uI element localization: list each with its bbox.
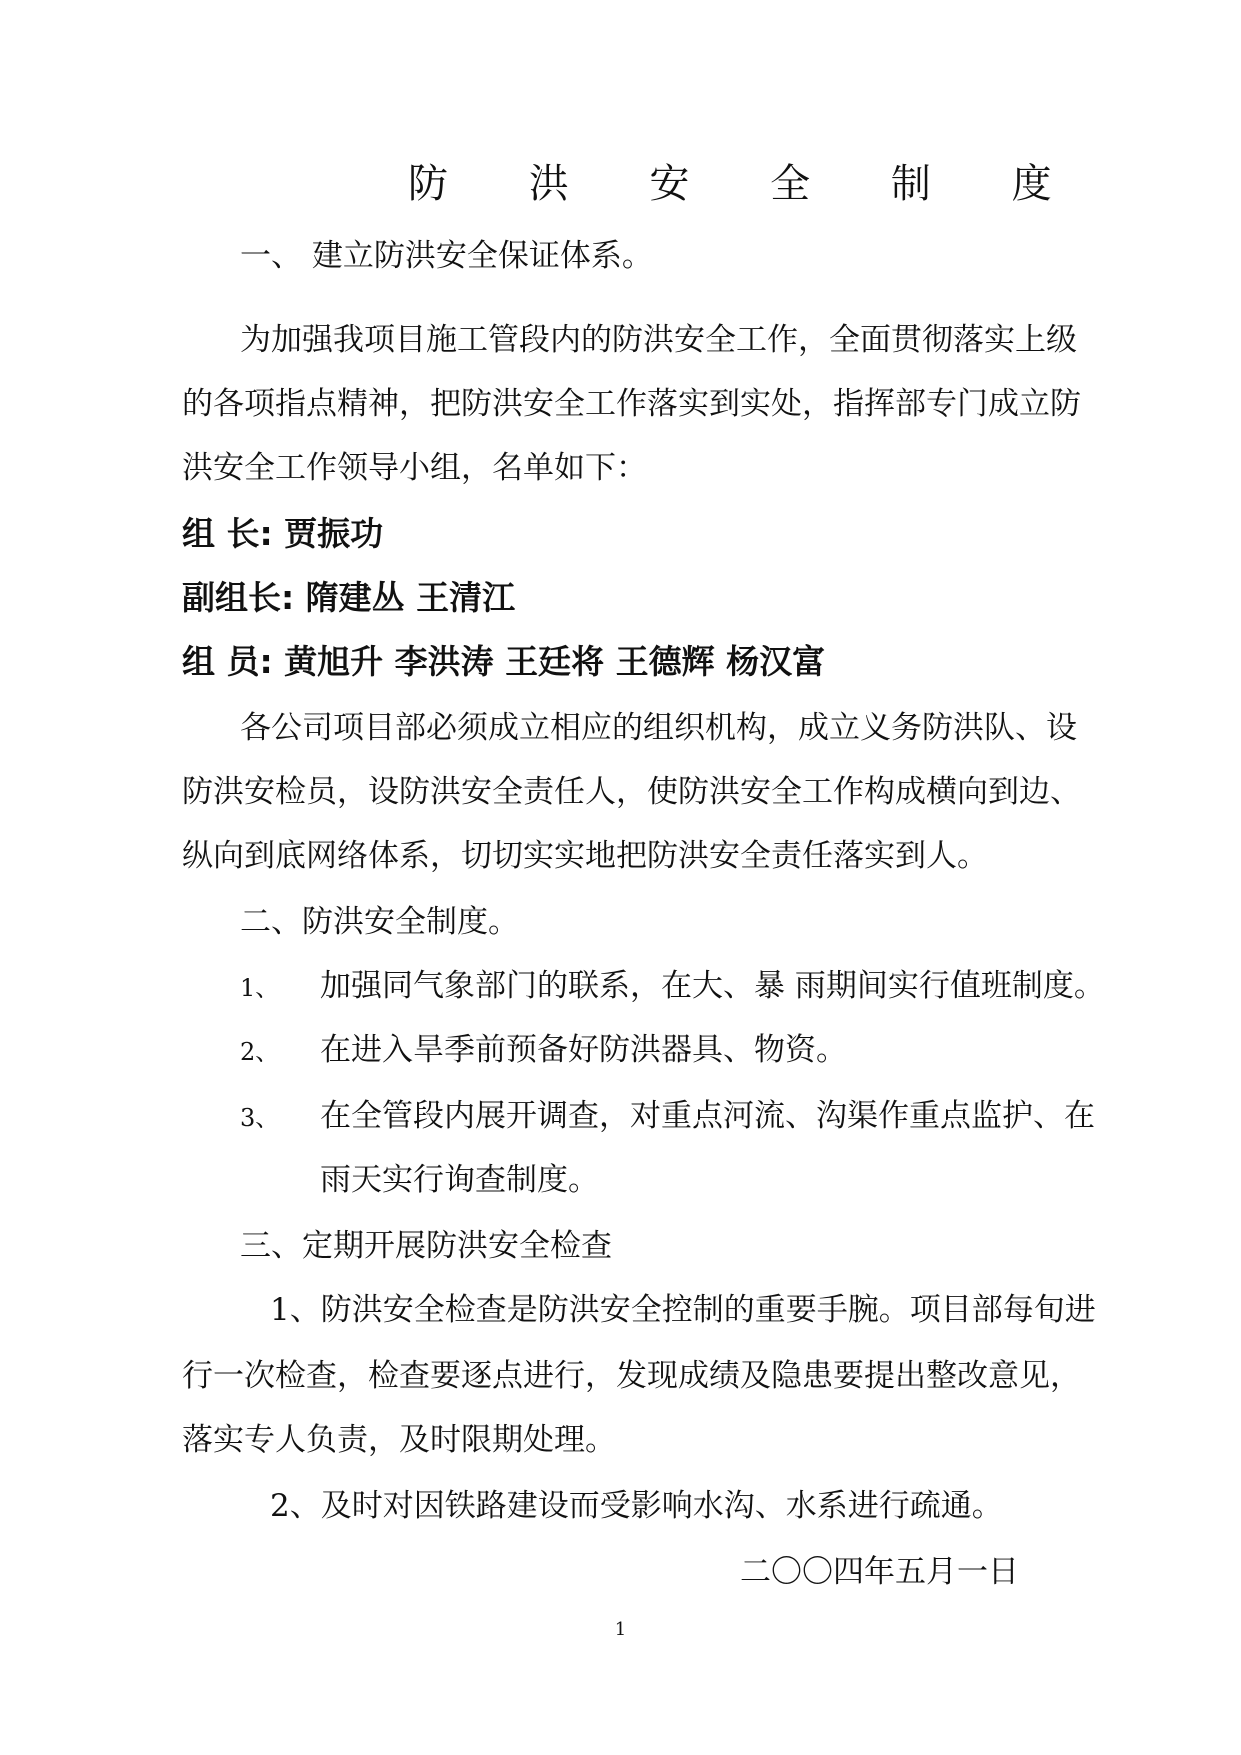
section2-item-3-continued: 雨天实行询查制度。 — [320, 1162, 599, 1198]
section2-item-3 — [240, 1096, 1095, 1138]
item-number: 3、 — [240, 1104, 280, 1132]
item-text: 在进入旱季前预备好防洪器具、物资。 — [320, 1032, 847, 1068]
para2-line-1: 各公司项目部必须成立相应的组织机构，成立义务防洪队、设 — [240, 710, 1077, 746]
section2-heading: 二、防洪安全制度。 — [240, 904, 519, 940]
section1-para-line-3: 洪安全工作领导小组，名单如下： — [182, 450, 647, 486]
page-number: 1 — [614, 1619, 627, 1640]
section3-p1-line-3: 落实专人负责，及时限期处理。 — [182, 1422, 616, 1458]
section2-item-2 — [240, 1030, 847, 1072]
para2-line-3: 纵向到底网络体系，切切实实地把防洪安全责任落实到人。 — [182, 838, 988, 874]
section3-p1-line-1: 1、防洪安全检查是防洪安全控制的重要手腕。项目部每旬进 — [270, 1292, 1096, 1328]
section1-para-line-2: 的各项指点精神，把防洪安全工作落实到实处，指挥部专门成立防 — [182, 386, 1081, 422]
team-leader: 组 长: 贾振功 — [182, 514, 384, 553]
item-number: 2、 — [240, 1038, 280, 1066]
item-number: 1、 — [240, 974, 280, 1002]
document-title: 防 洪 安 全 制 度 — [408, 161, 1086, 207]
section1-heading: 一、 建立防洪安全保证体系。 — [240, 238, 653, 274]
section3-p1-line-2: 行一次检查，检查要逐点进行，发现成绩及隐患要提出整改意见， — [182, 1358, 1081, 1394]
team-members: 组 员: 黄旭升 李洪涛 王廷将 王德辉 杨汉富 — [182, 642, 826, 681]
section3-p2: 2、及时对因铁路建设而受影响水沟、水系进行疏通。 — [270, 1488, 1003, 1524]
section2-item-1 — [240, 966, 1105, 1008]
team-deputy: 副组长: 隋建丛 王清江 — [182, 578, 516, 617]
section1-para-line-1: 为加强我项目施工管段内的防洪安全工作，全面贯彻落实上级 — [240, 322, 1077, 358]
para2-line-2: 防洪安检员，设防洪安全责任人，使防洪安全工作构成横向到边、 — [182, 774, 1081, 810]
item-text: 在全管段内展开调查，对重点河流、沟渠作重点监护、在 — [320, 1098, 1095, 1134]
section3-heading: 三、定期开展防洪安全检查 — [240, 1228, 612, 1264]
document-date: 二〇〇四年五月一日 — [740, 1554, 1019, 1590]
item-text: 加强同气象部门的联系，在大、暴 雨期间实行值班制度。 — [320, 968, 1105, 1004]
